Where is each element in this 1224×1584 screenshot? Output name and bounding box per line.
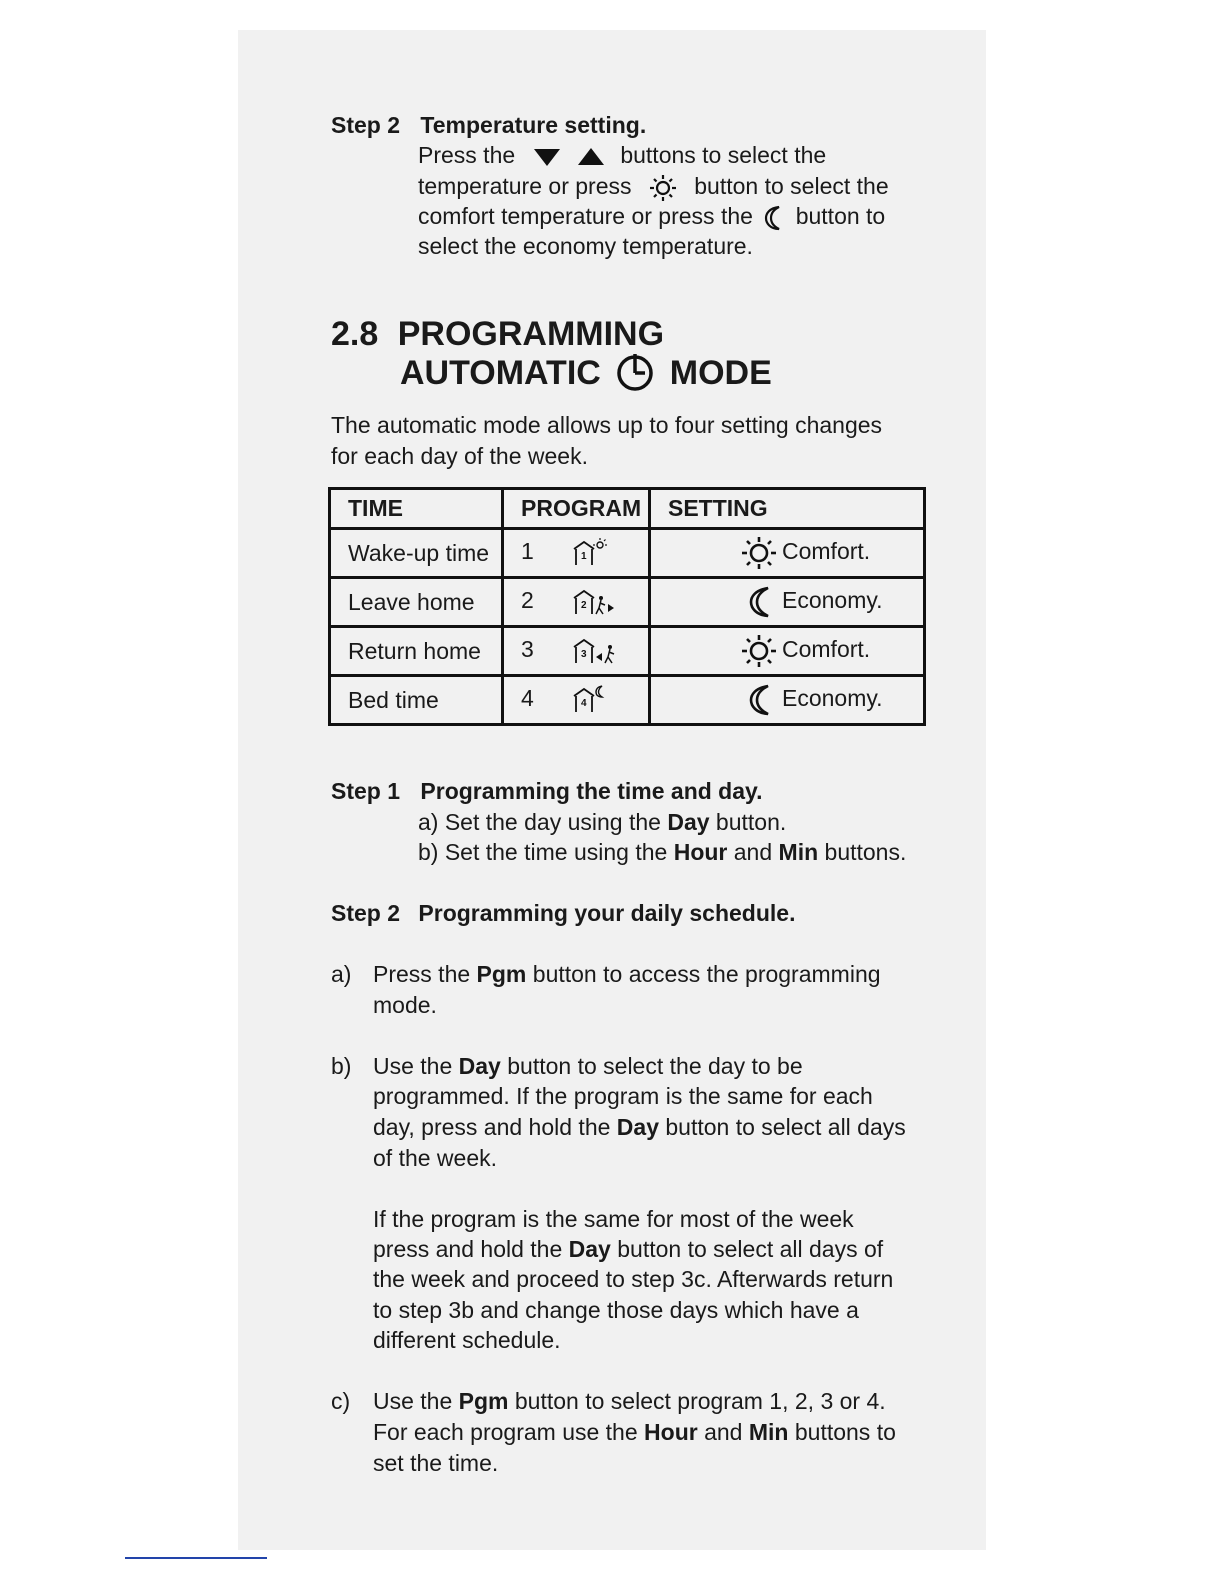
- text: Press the: [373, 961, 471, 987]
- moon-icon: [746, 585, 776, 619]
- sun-icon: [740, 634, 778, 668]
- program-number: 2: [521, 587, 534, 614]
- step2-header: [331, 898, 795, 929]
- table-row: [330, 676, 925, 725]
- item-b-line3: [373, 1112, 906, 1143]
- text: and: [704, 1419, 743, 1445]
- item-c-line1: [373, 1386, 886, 1417]
- step-title: Programming your daily schedule.: [418, 900, 796, 926]
- step-title: Temperature setting.: [420, 112, 647, 138]
- bold-text: Day: [667, 809, 710, 835]
- text: button to select the day to be: [507, 1053, 803, 1079]
- text: button to select all days of: [617, 1236, 884, 1262]
- moon-icon: [746, 683, 776, 717]
- text: temperature or press: [418, 173, 632, 199]
- bold-text: Pgm: [458, 1388, 509, 1414]
- section-number: 2.8: [331, 315, 379, 353]
- text: day, press and hold the: [373, 1114, 611, 1140]
- section-title: PROGRAMMING: [397, 315, 665, 353]
- step-label: Step 2: [331, 112, 401, 138]
- svg-text:1: 1: [581, 551, 587, 562]
- cell-time: Bed time: [330, 676, 503, 725]
- step1-line-a: [418, 807, 786, 838]
- cell-setting: [650, 627, 925, 676]
- step1-header: [331, 776, 763, 807]
- svg-text:3: 3: [581, 649, 587, 660]
- program-number: 1: [521, 538, 534, 565]
- item-b-line1: [373, 1051, 803, 1082]
- moon-icon: [762, 204, 786, 232]
- intro-line1: The automatic mode allows up to four setting changes: [331, 412, 883, 438]
- bold-text: Min: [748, 1419, 789, 1445]
- section-heading-line1: [331, 315, 664, 353]
- text: button to: [795, 203, 886, 229]
- text: button.: [715, 809, 787, 835]
- text: comfort temperature or press the: [418, 203, 753, 229]
- text: Press the: [418, 142, 516, 168]
- step2-temp-line3: [418, 201, 885, 232]
- section-title-part: MODE: [669, 354, 772, 392]
- svg-text:2: 2: [581, 600, 587, 611]
- header-setting: SETTING: [650, 489, 925, 529]
- text: Use the: [373, 1053, 453, 1079]
- text: button to select program 1, 2, 3 or 4.: [514, 1388, 886, 1414]
- down-arrow-icon: [532, 147, 562, 167]
- bold-text: Day: [458, 1053, 501, 1079]
- setting-text: Comfort.: [782, 636, 871, 663]
- house-return-icon: [570, 635, 622, 667]
- item-a-line2: mode.: [373, 992, 437, 1018]
- cell-time: Wake-up time: [330, 529, 503, 578]
- item-b-marker: b): [331, 1053, 352, 1079]
- cell-program: [503, 627, 650, 676]
- cell-setting: [650, 529, 925, 578]
- item-a-marker: a): [331, 961, 352, 987]
- item-b-line4: of the week.: [373, 1145, 498, 1171]
- bold-text: Hour: [673, 839, 728, 865]
- house-wakeup-icon: [570, 537, 610, 569]
- program-table: [328, 487, 926, 726]
- step1-line-b: [418, 837, 906, 868]
- svg-text:4: 4: [581, 698, 587, 709]
- bold-text: Min: [778, 839, 819, 865]
- text: button to access the programming: [532, 961, 881, 987]
- step2-temp-line4: select the economy temperature.: [418, 233, 753, 259]
- table-row: [330, 627, 925, 676]
- table-header-row: [330, 489, 925, 529]
- bold-text: Day: [568, 1236, 611, 1262]
- header-program: PROGRAM: [503, 489, 650, 529]
- text: buttons to select the: [620, 142, 827, 168]
- cell-setting: [650, 578, 925, 627]
- item-b-p2-line2: [373, 1234, 883, 1265]
- setting-text: Comfort.: [782, 538, 871, 565]
- table-row: [330, 578, 925, 627]
- cell-time: Return home: [330, 627, 503, 676]
- item-b-p2-line3: the week and proceed to step 3c. Afterwards return: [373, 1266, 894, 1292]
- footnote-divider: [125, 1557, 267, 1559]
- item-c-marker: c): [331, 1388, 351, 1414]
- house-leave-icon: [570, 586, 622, 618]
- item-b-p2-line5: different schedule.: [373, 1327, 561, 1353]
- step-title: Programming the time and day.: [420, 778, 763, 804]
- item-b-line2: programmed. If the program is the same for each: [373, 1083, 873, 1109]
- step-label: Step 2: [331, 900, 401, 926]
- text: press and hold the: [373, 1236, 563, 1262]
- setting-text: Economy.: [782, 587, 883, 614]
- cell-program: [503, 578, 650, 627]
- item-b-p2-line4: to step 3b and change those days which have a: [373, 1297, 859, 1323]
- cell-time: Leave home: [330, 578, 503, 627]
- item-c-line2: [373, 1417, 896, 1448]
- text: buttons to: [794, 1419, 896, 1445]
- text: and: [733, 839, 773, 865]
- text: buttons.: [824, 839, 907, 865]
- clock-icon: [614, 351, 656, 393]
- intro-line2: for each day of the week.: [331, 443, 588, 469]
- text: b) Set the time using the: [418, 839, 668, 865]
- house-bedtime-icon: [570, 684, 610, 716]
- text: button to select the: [694, 173, 889, 199]
- text: For each program use the: [373, 1419, 638, 1445]
- sun-icon: [740, 536, 778, 570]
- bold-text: Day: [616, 1114, 659, 1140]
- bold-text: Pgm: [476, 961, 527, 987]
- cell-program: [503, 529, 650, 578]
- step2-temp-line2: [418, 171, 889, 202]
- step2-temp-header: [331, 110, 646, 141]
- up-arrow-icon: [576, 147, 606, 167]
- item-c-line3: set the time.: [373, 1450, 499, 1476]
- step-label: Step 1: [331, 778, 401, 804]
- item-a-line1: [373, 959, 881, 990]
- cell-program: [503, 676, 650, 725]
- section-title-part: AUTOMATIC: [400, 354, 601, 392]
- step2-temp-line1: [418, 140, 826, 171]
- header-time: TIME: [330, 489, 503, 529]
- program-number: 3: [521, 636, 534, 663]
- text: button to select all days: [665, 1114, 906, 1140]
- sun-icon: [646, 174, 680, 202]
- setting-text: Economy.: [782, 685, 883, 712]
- text: Use the: [373, 1388, 453, 1414]
- table-row: [330, 529, 925, 578]
- section-heading-line2: [400, 354, 772, 393]
- item-b-p2-line1: If the program is the same for most of the week: [373, 1206, 854, 1232]
- text: a) Set the day using the: [418, 809, 661, 835]
- cell-setting: [650, 676, 925, 725]
- bold-text: Hour: [644, 1419, 698, 1445]
- program-number: 4: [521, 685, 534, 712]
